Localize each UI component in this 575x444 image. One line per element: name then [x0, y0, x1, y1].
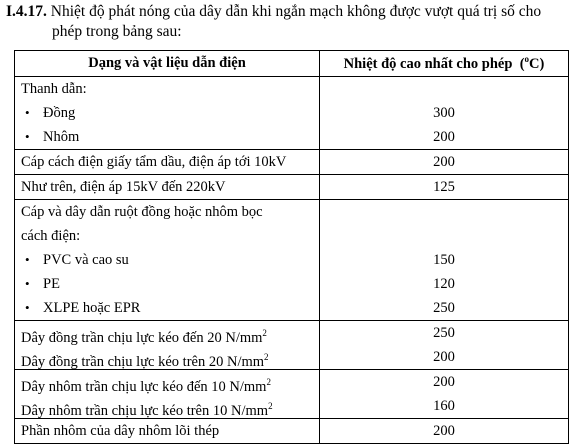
- cell-busbar-values: [320, 77, 569, 150]
- heading-line-2: phép trong bảng sau:: [52, 23, 182, 40]
- list-item: • PVC và cao su: [25, 252, 129, 268]
- table-row: Phần nhôm của dây nhôm lõi thép 200: [15, 419, 569, 444]
- temperature-table: [14, 50, 569, 444]
- list-item: • PE: [25, 276, 60, 292]
- heading-text-1: Nhiệt độ phát nóng của dây dẫn khi ngắn mạch không được vượt quá trị số cho: [50, 3, 542, 20]
- table-row: Cáp cách điện giấy tẩm dầu, điện áp tới 10kV 200: [15, 150, 569, 175]
- table-row-insulated-cable: Cáp và dây dẫn ruột đồng hoặc nhôm bọc cách điện: • PVC và cao su • PE • XLPE hoặc EPR 150 120 250: [15, 200, 569, 321]
- list-item: • Đồng: [25, 105, 76, 121]
- table-header-row: [15, 51, 569, 77]
- table-row-bare-aluminum: Dây nhôm trần chịu lực kéo đến 10 $N/mm^2$ Dây nhôm trần chịu lực kéo trên 10 $N/mm^2$ 200 160: [15, 370, 569, 419]
- table-row-busbar: [15, 77, 569, 150]
- header-temperature: Nhiệt độ cao nhất cho phép ($^o$C): [320, 51, 569, 77]
- heading-line-1: [6, 2, 572, 22]
- section-heading: [6, 2, 572, 42]
- table-row-bare-copper: Dây đồng trần chịu lực kéo đến 20 $N/mm^2$ Dây đồng trần chịu lực kéo trên 20 $N/mm^2$ 250 200: [15, 321, 569, 370]
- busbar-title: Thanh dẫn:: [21, 81, 87, 97]
- list-item: • Nhôm: [25, 129, 80, 145]
- value-aluminum: 200: [433, 129, 455, 145]
- table-row: Như trên, điện áp 15kV đến 220kV 125: [15, 175, 569, 200]
- header-material: Dạng và vật liệu dẫn điện: [15, 51, 320, 77]
- section-number: I.4.17.: [6, 3, 47, 20]
- list-item: • XLPE hoặc EPR: [25, 300, 141, 316]
- value-copper: 300: [433, 105, 455, 121]
- cell-busbar-material: [15, 77, 320, 150]
